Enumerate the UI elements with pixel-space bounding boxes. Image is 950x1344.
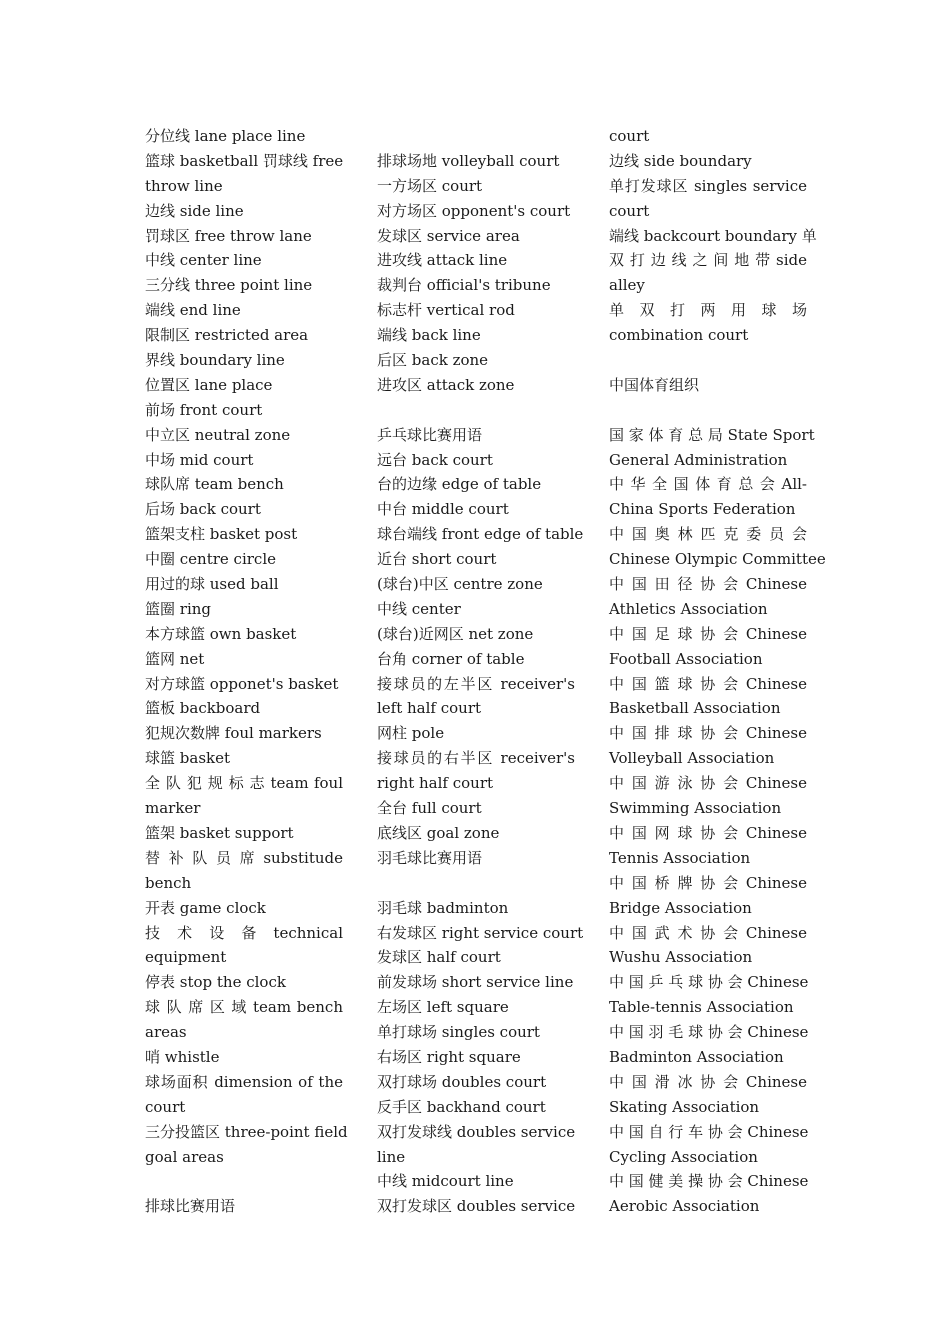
text-line: 中 国 滑 冰 协 会 Chinese xyxy=(609,1072,807,1091)
text-line: 中 国 网 球 协 会 Chinese xyxy=(609,823,807,842)
text-line: 球队席 team bench xyxy=(145,475,284,494)
text-line: 三分线 three point line xyxy=(145,276,313,295)
text-line: 用过的球 used ball xyxy=(145,575,279,594)
text-line: 发球区 service area xyxy=(377,226,520,245)
text-line: 单打球场 singles court xyxy=(377,1023,540,1042)
column-right xyxy=(609,124,826,1219)
text-line: 三分投篮区 three-point field xyxy=(145,1122,348,1141)
text-line: 球 队 席 区 域 team bench xyxy=(145,998,343,1017)
text-line: 右场区 right square xyxy=(377,1047,521,1066)
blank-line xyxy=(145,1169,343,1194)
text-line: 反手区 backhand court xyxy=(377,1097,546,1116)
text-line: Table-tennis Association xyxy=(609,998,794,1017)
text-line: Swimming Association xyxy=(609,799,782,818)
text-line: 端线 back line xyxy=(377,326,481,345)
text-line: 羽毛球 badminton xyxy=(377,898,509,917)
text-line: Skating Association xyxy=(609,1097,760,1116)
column-left xyxy=(145,124,348,1219)
text-line: court xyxy=(145,1097,186,1116)
text-line: 限制区 restricted area xyxy=(145,326,309,345)
text-line: combination court xyxy=(609,326,749,345)
text-line: 中 国 田 径 协 会 Chinese xyxy=(609,575,807,594)
text-line: 开表 game clock xyxy=(145,898,266,917)
text-line: 全台 full court xyxy=(377,799,482,818)
text-line: 接球员的右半区 receiver's xyxy=(377,749,575,768)
text-line: Aerobic Association xyxy=(609,1197,760,1216)
text-line: 中 国 羽 毛 球 协 会 Chinese xyxy=(609,1023,809,1042)
text-line: 单 双 打 两 用 球 场 xyxy=(609,301,807,320)
blank-line xyxy=(377,398,575,423)
text-line: 中圈 centre circle xyxy=(145,550,276,569)
text-line: 篮架 basket support xyxy=(145,823,294,842)
text-line: 进攻线 attack line xyxy=(377,251,508,270)
text-line: 全 队 犯 规 标 志 team foul xyxy=(145,774,343,793)
text-line: 后区 back zone xyxy=(377,351,489,370)
text-line: 中 国 自 行 车 协 会 Chinese xyxy=(609,1122,809,1141)
blank-line xyxy=(609,398,807,423)
text-line: 端线 end line xyxy=(145,301,241,320)
text-line: 篮圈 ring xyxy=(145,599,211,618)
text-line: 中 国 篮 球 协 会 Chinese xyxy=(609,674,807,693)
text-line: 界线 boundary line xyxy=(145,351,285,370)
text-line: Football Association xyxy=(609,649,763,668)
text-line: 中国体育组织 xyxy=(609,375,700,394)
text-line: 哨 whistle xyxy=(145,1047,220,1066)
text-line: 中线 midcourt line xyxy=(377,1172,514,1191)
text-line: marker xyxy=(145,799,201,818)
text-line: 球场面积 dimension of the xyxy=(145,1072,343,1091)
blank-line xyxy=(377,124,575,149)
text-line: Volleyball Association xyxy=(609,749,775,768)
text-line: (球台)近网区 net zone xyxy=(377,624,534,643)
text-line: 罚球区 free throw lane xyxy=(145,226,312,245)
text-line: Badminton Association xyxy=(609,1047,784,1066)
text-line: Basketball Association xyxy=(609,699,781,718)
text-line: 前场 front court xyxy=(145,400,263,419)
text-line: (球台)中区 centre zone xyxy=(377,575,543,594)
column-middle xyxy=(377,124,584,1219)
text-line: 中线 center xyxy=(377,599,461,618)
text-line: 对方球篮 opponet's basket xyxy=(145,674,339,693)
text-line: throw line xyxy=(145,176,223,195)
text-line: 排球场地 volleyball court xyxy=(377,151,560,170)
text-line: 位置区 lane place xyxy=(145,375,273,394)
text-line: 乒乓球比赛用语 xyxy=(377,425,483,444)
text-line: Bridge Association xyxy=(609,898,752,917)
text-line: 一方场区 court xyxy=(377,176,483,195)
text-line: 接球员的左半区 receiver's xyxy=(377,674,575,693)
text-line: 网柱 pole xyxy=(377,724,445,743)
text-line: 近台 short court xyxy=(377,550,497,569)
text-line: 双 打 边 线 之 间 地 带 side xyxy=(609,251,807,270)
text-line: 台角 corner of table xyxy=(377,649,525,668)
text-line: General Administration xyxy=(609,450,788,469)
text-line: 标志杆 vertical rod xyxy=(377,301,515,320)
text-line: 底线区 goal zone xyxy=(377,823,500,842)
text-line: areas xyxy=(145,1023,187,1042)
text-line: 羽毛球比赛用语 xyxy=(377,848,483,867)
text-line: 左场区 left square xyxy=(377,998,509,1017)
text-line: 犯规次数牌 foul markers xyxy=(145,724,322,743)
text-line: 中 国 游 泳 协 会 Chinese xyxy=(609,774,807,793)
text-line: 进攻区 attack zone xyxy=(377,375,515,394)
text-line: 篮球 basketball 罚球线 free xyxy=(145,151,344,170)
text-line: 中 国 乒 乓 球 协 会 Chinese xyxy=(609,973,809,992)
text-line: 分位线 lane place line xyxy=(145,127,306,145)
text-line: 台的边缘 edge of table xyxy=(377,475,542,494)
text-line: 边线 side line xyxy=(145,201,244,220)
text-line: 中立区 neutral zone xyxy=(145,425,291,444)
text-line: 篮架支柱 basket post xyxy=(145,525,298,544)
text-line: 远台 back court xyxy=(377,450,493,469)
text-line: 发球区 half court xyxy=(377,948,501,967)
text-line: bench xyxy=(145,873,192,892)
text-line: 对方场区 opponent's court xyxy=(377,201,571,220)
text-line: 边线 side boundary xyxy=(609,151,752,170)
text-line: 本方球篮 own basket xyxy=(145,624,297,643)
text-line: 单打发球区 singles service xyxy=(609,176,807,195)
text-line: line xyxy=(377,1147,406,1166)
text-line: 球台端线 front edge of table xyxy=(377,525,584,544)
text-line: 双打发球线 doubles service xyxy=(377,1122,576,1141)
text-line: 中 国 武 术 协 会 Chinese xyxy=(609,923,807,942)
text-line: 技 术 设 备 technical xyxy=(145,923,343,942)
text-line: 中 国 足 球 协 会 Chinese xyxy=(609,624,807,643)
text-line: 双打球场 doubles court xyxy=(377,1072,547,1091)
text-line: 中 华 全 国 体 育 总 会 All- xyxy=(609,475,807,494)
text-line: 中线 center line xyxy=(145,251,262,270)
text-line: 球篮 basket xyxy=(145,749,231,768)
blank-line xyxy=(377,871,575,896)
text-line: left half court xyxy=(377,699,482,718)
text-line: equipment xyxy=(145,948,227,967)
text-line: 中 国 排 球 协 会 Chinese xyxy=(609,724,807,743)
text-line: Cycling Association xyxy=(609,1147,758,1166)
text-line: Tennis Association xyxy=(609,848,751,867)
text-line: 端线 backcourt boundary 单 xyxy=(609,226,817,245)
text-line: 替 补 队 员 席 substitude xyxy=(145,848,343,867)
text-line: 排球比赛用语 xyxy=(145,1197,236,1216)
blank-line xyxy=(609,348,807,373)
text-line: 双打发球区 doubles service xyxy=(377,1197,576,1216)
text-line: Chinese Olympic Committee xyxy=(609,550,826,569)
text-line: China Sports Federation xyxy=(609,500,796,519)
text-line: Wushu Association xyxy=(609,948,753,967)
text-line: 中 国 奥 林 匹 克 委 员 会 xyxy=(609,525,807,544)
text-line: right half court xyxy=(377,774,494,793)
text-line: 后场 back court xyxy=(145,500,261,519)
text-line: court xyxy=(609,127,650,145)
text-line: 前发球场 short service line xyxy=(377,973,574,992)
text-line: 篮板 backboard xyxy=(145,699,261,718)
text-line: 篮网 net xyxy=(145,649,205,668)
text-line: 中场 mid court xyxy=(145,450,254,469)
text-line: Athletics Association xyxy=(609,599,768,618)
text-line: 右发球区 right service court xyxy=(377,923,584,942)
text-line: 停表 stop the clock xyxy=(145,973,286,992)
text-line: 裁判台 official's tribune xyxy=(377,276,551,295)
text-line: 国 家 体 育 总 局 State Sport xyxy=(609,425,815,444)
text-line: 中台 middle court xyxy=(377,500,509,519)
text-line: 中 国 桥 牌 协 会 Chinese xyxy=(609,873,807,892)
text-line: court xyxy=(609,201,650,220)
text-line: alley xyxy=(609,276,645,295)
text-line: goal areas xyxy=(145,1147,224,1166)
text-line: 中 国 健 美 操 协 会 Chinese xyxy=(609,1172,809,1191)
